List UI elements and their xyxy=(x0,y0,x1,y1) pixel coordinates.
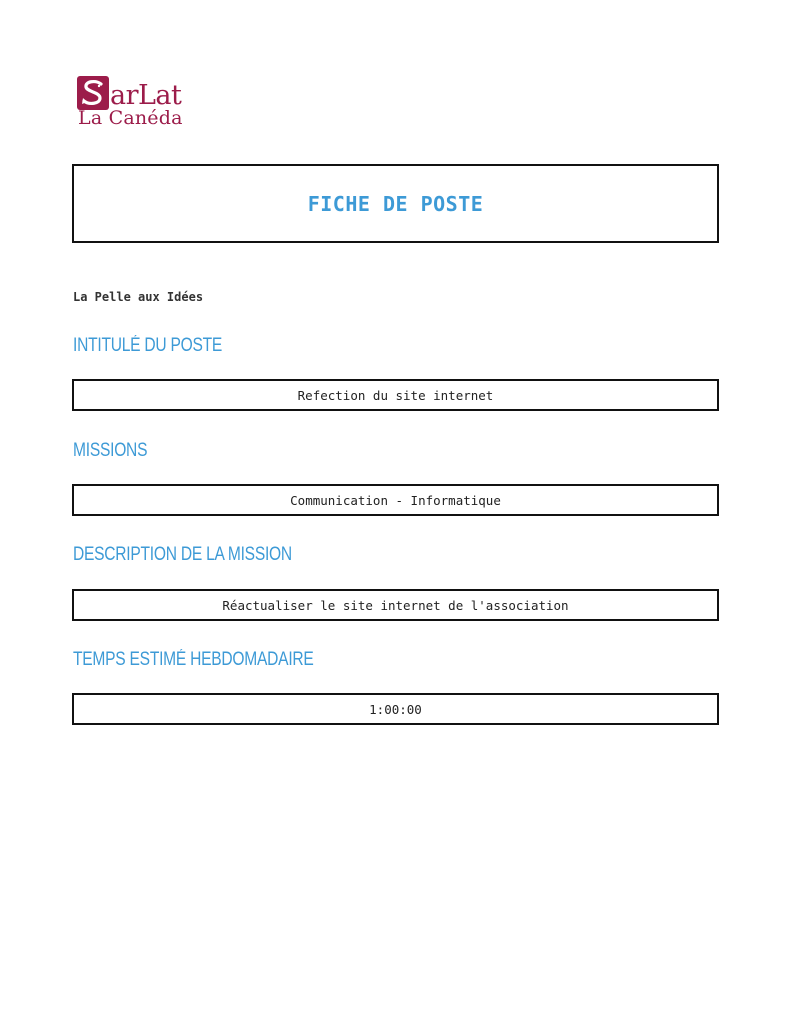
missions-box xyxy=(72,484,719,516)
title-box xyxy=(72,164,719,243)
sarlat-logo xyxy=(77,74,207,130)
logo-wordmark: arLat xyxy=(110,80,182,111)
page-title: FICHE DE POSTE xyxy=(307,191,484,216)
weekly-time-value: 1:00:00 xyxy=(369,701,422,717)
heading-weekly-time: TEMPS ESTIMÉ HEBDOMADAIRE xyxy=(73,649,314,670)
organization-name: La Pelle aux Idées xyxy=(73,290,204,304)
job-title-box xyxy=(72,379,719,411)
heading-mission-description: DESCRIPTION DE LA MISSION xyxy=(73,544,292,565)
mission-description-box xyxy=(72,589,719,621)
logo-top-row xyxy=(77,74,181,110)
mission-description-value: Réactualiser le site internet de l'association xyxy=(222,597,569,613)
missions-value: Communication - Informatique xyxy=(290,492,501,508)
fish-s-icon xyxy=(79,78,107,108)
weekly-time-box xyxy=(72,693,719,725)
heading-missions: MISSIONS xyxy=(73,440,148,461)
logo-s-badge xyxy=(77,76,109,110)
job-title-value: Refection du site internet xyxy=(297,387,494,403)
heading-job-title: INTITULÉ DU POSTE xyxy=(73,335,223,356)
logo-subtitle: La Canéda xyxy=(78,107,183,129)
